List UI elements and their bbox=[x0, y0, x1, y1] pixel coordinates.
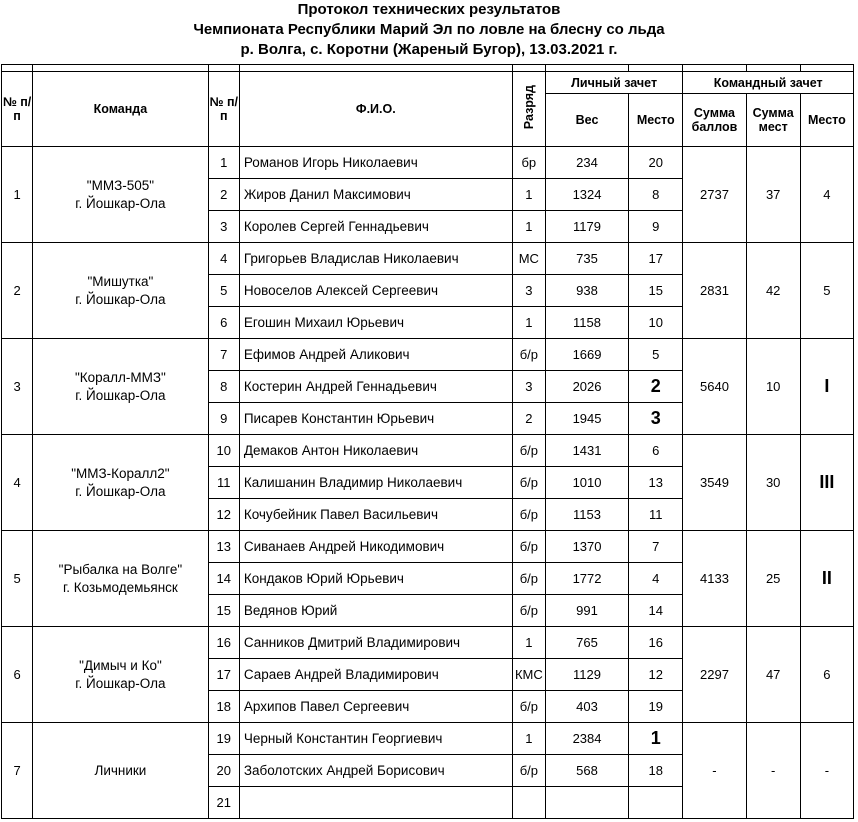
participant-rank: б/р bbox=[512, 755, 545, 787]
participant-place: 19 bbox=[629, 691, 683, 723]
participant-name: Жиров Данил Максимович bbox=[239, 179, 512, 211]
team-sum-places: - bbox=[746, 723, 800, 819]
participant-name: Новоселов Алексей Сергеевич bbox=[239, 275, 512, 307]
participant-rank: 1 bbox=[512, 627, 545, 659]
team-sum-points: - bbox=[683, 723, 746, 819]
table-row bbox=[2, 627, 854, 659]
team-cell bbox=[33, 435, 209, 531]
participant-weight: 403 bbox=[545, 691, 628, 723]
participant-place: 15 bbox=[629, 275, 683, 307]
participant-weight: 1772 bbox=[545, 563, 628, 595]
participant-name: Санников Дмитрий Владимирович bbox=[239, 627, 512, 659]
team-sum-places: 10 bbox=[746, 339, 800, 435]
participant-rank: б/р bbox=[512, 531, 545, 563]
results-body bbox=[2, 147, 854, 819]
participant-weight: 1129 bbox=[545, 659, 628, 691]
team-place: 4 bbox=[800, 147, 853, 243]
participant-place: 6 bbox=[629, 435, 683, 467]
participant-place: 7 bbox=[629, 531, 683, 563]
participant-number: 3 bbox=[208, 211, 239, 243]
team-cell bbox=[33, 627, 209, 723]
participant-rank: 3 bbox=[512, 275, 545, 307]
table-row bbox=[2, 339, 854, 371]
header-weight: Вес bbox=[545, 94, 628, 147]
team-cell bbox=[33, 531, 209, 627]
header-place: Место bbox=[629, 94, 683, 147]
team-cell bbox=[33, 147, 209, 243]
participant-name: Кочубейник Павел Васильевич bbox=[239, 499, 512, 531]
team-sum-places: 30 bbox=[746, 435, 800, 531]
participant-rank: 1 bbox=[512, 179, 545, 211]
participant-number: 9 bbox=[208, 403, 239, 435]
participant-place: 9 bbox=[629, 211, 683, 243]
participant-name bbox=[239, 787, 512, 819]
participant-place: 11 bbox=[629, 499, 683, 531]
participant-place bbox=[629, 787, 683, 819]
participant-rank: б/р bbox=[512, 467, 545, 499]
team-place: 5 bbox=[800, 243, 853, 339]
team-number: 7 bbox=[2, 723, 33, 819]
participant-name: Егошин Михаил Юрьевич bbox=[239, 307, 512, 339]
team-sum-points: 5640 bbox=[683, 339, 746, 435]
participant-name: Калишанин Владимир Николаевич bbox=[239, 467, 512, 499]
participant-weight: 1370 bbox=[545, 531, 628, 563]
participant-number: 7 bbox=[208, 339, 239, 371]
participant-place: 10 bbox=[629, 307, 683, 339]
team-name: "Рыбалка на Волге" bbox=[58, 561, 183, 577]
title-line-2: Чемпионата Республики Марий Эл по ловле на блесну со льда bbox=[193, 21, 665, 38]
team-name: "ММЗ-505" bbox=[86, 177, 155, 193]
participant-rank: б/р bbox=[512, 691, 545, 723]
team-sum-points: 4133 bbox=[683, 531, 746, 627]
team-place: III bbox=[800, 435, 853, 531]
participant-place: 1 bbox=[629, 723, 683, 755]
participant-name: Костерин Андрей Геннадьевич bbox=[239, 371, 512, 403]
team-sum-places: 47 bbox=[746, 627, 800, 723]
participant-number: 10 bbox=[208, 435, 239, 467]
participant-number: 14 bbox=[208, 563, 239, 595]
team-name: Личники bbox=[94, 762, 147, 778]
participant-number: 5 bbox=[208, 275, 239, 307]
participant-name: Архипов Павел Сергеевич bbox=[239, 691, 512, 723]
participant-weight: 1179 bbox=[545, 211, 628, 243]
team-number: 2 bbox=[2, 243, 33, 339]
header-personal: Личный зачет bbox=[545, 72, 682, 94]
participant-weight: 1153 bbox=[545, 499, 628, 531]
team-sum-places: 25 bbox=[746, 531, 800, 627]
participant-weight bbox=[545, 787, 628, 819]
participant-rank: 1 bbox=[512, 307, 545, 339]
participant-rank: б/р bbox=[512, 499, 545, 531]
participant-weight: 765 bbox=[545, 627, 628, 659]
participant-rank bbox=[512, 787, 545, 819]
header-rank bbox=[512, 72, 545, 147]
spacer-row bbox=[2, 65, 854, 72]
participant-rank: б/р bbox=[512, 595, 545, 627]
participant-number: 8 bbox=[208, 371, 239, 403]
team-number: 1 bbox=[2, 147, 33, 243]
participant-weight: 1431 bbox=[545, 435, 628, 467]
participant-name: Королев Сергей Геннадьевич bbox=[239, 211, 512, 243]
team-city: г. Йошкар-Ола bbox=[75, 291, 166, 307]
team-number: 6 bbox=[2, 627, 33, 723]
participant-weight: 1010 bbox=[545, 467, 628, 499]
team-city: г. Йошкар-Ола bbox=[75, 195, 166, 211]
team-sum-points: 3549 bbox=[683, 435, 746, 531]
participant-place: 17 bbox=[629, 243, 683, 275]
team-name: "Димыч и Ко" bbox=[79, 657, 162, 673]
team-sum-points: 2297 bbox=[683, 627, 746, 723]
participant-place: 16 bbox=[629, 627, 683, 659]
header-sum-places: Сумма мест bbox=[746, 94, 800, 147]
participant-number: 19 bbox=[208, 723, 239, 755]
participant-number: 18 bbox=[208, 691, 239, 723]
table-row bbox=[2, 723, 854, 755]
participant-place: 18 bbox=[629, 755, 683, 787]
participant-name: Ефимов Андрей Аликович bbox=[239, 339, 512, 371]
header-team: Команда bbox=[33, 72, 209, 147]
team-number: 3 bbox=[2, 339, 33, 435]
participant-place: 4 bbox=[629, 563, 683, 595]
participant-rank: 3 bbox=[512, 371, 545, 403]
participant-rank: б/р bbox=[512, 339, 545, 371]
header-sum-points: Сумма баллов bbox=[683, 94, 746, 147]
participant-rank: 1 bbox=[512, 723, 545, 755]
participant-place: 12 bbox=[629, 659, 683, 691]
participant-number: 13 bbox=[208, 531, 239, 563]
participant-name: Сиванаев Андрей Никодимович bbox=[239, 531, 512, 563]
participant-number: 11 bbox=[208, 467, 239, 499]
document-title bbox=[0, 0, 858, 64]
participant-name: Ведянов Юрий bbox=[239, 595, 512, 627]
participant-rank: бр bbox=[512, 147, 545, 179]
header-participant-num: № п/п bbox=[208, 72, 239, 147]
team-city: г. Козьмодемьянск bbox=[62, 579, 178, 595]
participant-weight: 1945 bbox=[545, 403, 628, 435]
participant-name: Григорьев Владислав Николаевич bbox=[239, 243, 512, 275]
header-team-place: Место bbox=[800, 94, 853, 147]
table-row bbox=[2, 243, 854, 275]
team-sum-places: 42 bbox=[746, 243, 800, 339]
header-fio: Ф.И.О. bbox=[239, 72, 512, 147]
team-sum-points: 2737 bbox=[683, 147, 746, 243]
participant-place: 8 bbox=[629, 179, 683, 211]
participant-number: 1 bbox=[208, 147, 239, 179]
title-line-3: р. Волга, с. Коротни (Жареный Бугор), 13.03.2021 г. bbox=[240, 41, 618, 58]
title-line-1: Протокол технических результатов bbox=[297, 1, 561, 18]
results-table bbox=[1, 64, 854, 819]
participant-name: Сараев Андрей Владимирович bbox=[239, 659, 512, 691]
participant-weight: 568 bbox=[545, 755, 628, 787]
table-row bbox=[2, 147, 854, 179]
participant-number: 2 bbox=[208, 179, 239, 211]
team-cell bbox=[33, 723, 209, 819]
team-city: г. Йошкар-Ола bbox=[75, 483, 166, 499]
team-place: - bbox=[800, 723, 853, 819]
participant-rank: 2 bbox=[512, 403, 545, 435]
participant-place: 2 bbox=[629, 371, 683, 403]
participant-number: 15 bbox=[208, 595, 239, 627]
participant-weight: 1669 bbox=[545, 339, 628, 371]
participant-weight: 938 bbox=[545, 275, 628, 307]
team-city: г. Йошкар-Ола bbox=[75, 387, 166, 403]
participant-number: 17 bbox=[208, 659, 239, 691]
participant-rank: б/р bbox=[512, 435, 545, 467]
participant-name: Демаков Антон Николаевич bbox=[239, 435, 512, 467]
participant-weight: 2026 bbox=[545, 371, 628, 403]
participant-place: 5 bbox=[629, 339, 683, 371]
participant-weight: 1324 bbox=[545, 179, 628, 211]
header-team-score: Командный зачет bbox=[683, 72, 854, 94]
participant-place: 20 bbox=[629, 147, 683, 179]
team-cell bbox=[33, 339, 209, 435]
team-sum-points: 2831 bbox=[683, 243, 746, 339]
team-sum-places: 37 bbox=[746, 147, 800, 243]
participant-name: Писарев Константин Юрьевич bbox=[239, 403, 512, 435]
team-place: 6 bbox=[800, 627, 853, 723]
team-cell bbox=[33, 243, 209, 339]
participant-name: Кондаков Юрий Юрьевич bbox=[239, 563, 512, 595]
team-number: 4 bbox=[2, 435, 33, 531]
participant-weight: 234 bbox=[545, 147, 628, 179]
header-rank-label: Разряд bbox=[521, 85, 536, 130]
team-city: г. Йошкар-Ола bbox=[75, 675, 166, 691]
team-name: "ММЗ-Коралл2" bbox=[71, 465, 170, 481]
participant-name: Заболотских Андрей Борисович bbox=[239, 755, 512, 787]
table-row bbox=[2, 531, 854, 563]
participant-rank: МС bbox=[512, 243, 545, 275]
participant-rank: КМС bbox=[512, 659, 545, 691]
participant-name: Черный Константин Георгиевич bbox=[239, 723, 512, 755]
participant-number: 20 bbox=[208, 755, 239, 787]
participant-weight: 1158 bbox=[545, 307, 628, 339]
participant-place: 13 bbox=[629, 467, 683, 499]
participant-number: 12 bbox=[208, 499, 239, 531]
team-place: II bbox=[800, 531, 853, 627]
participant-number: 6 bbox=[208, 307, 239, 339]
participant-number: 4 bbox=[208, 243, 239, 275]
participant-number: 16 bbox=[208, 627, 239, 659]
participant-weight: 735 bbox=[545, 243, 628, 275]
participant-place: 3 bbox=[629, 403, 683, 435]
team-name: "Коралл-ММЗ" bbox=[74, 369, 166, 385]
team-number: 5 bbox=[2, 531, 33, 627]
table-row bbox=[2, 435, 854, 467]
header-num: № п/п bbox=[2, 72, 33, 147]
participant-rank: б/р bbox=[512, 563, 545, 595]
participant-number: 21 bbox=[208, 787, 239, 819]
team-place: I bbox=[800, 339, 853, 435]
participant-weight: 2384 bbox=[545, 723, 628, 755]
participant-name: Романов Игорь Николаевич bbox=[239, 147, 512, 179]
participant-place: 14 bbox=[629, 595, 683, 627]
participant-rank: 1 bbox=[512, 211, 545, 243]
team-name: "Мишутка" bbox=[87, 273, 154, 289]
participant-weight: 991 bbox=[545, 595, 628, 627]
